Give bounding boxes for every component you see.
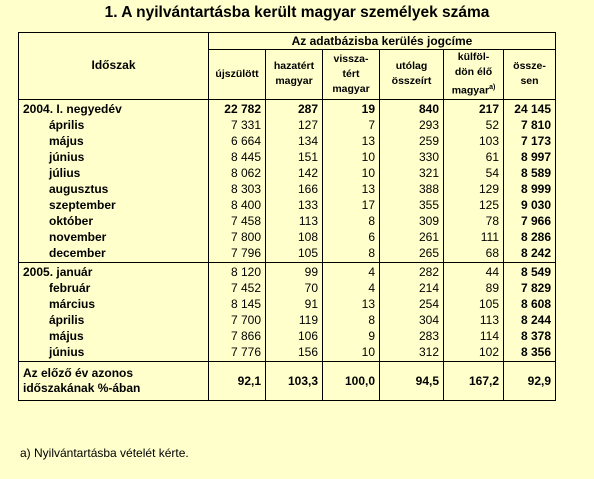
value-cell: 217 — [444, 99, 504, 118]
value-cell: 91 — [266, 297, 323, 313]
row-period: augusztus — [49, 182, 109, 196]
value-cell: 8 400 — [209, 198, 266, 214]
value-cell: 134 — [266, 134, 323, 150]
row-label — [19, 150, 209, 166]
column-header-line: magyar — [275, 75, 313, 88]
value-cell: 166 — [266, 182, 323, 198]
row-label — [19, 246, 209, 263]
column-header-line: hazatért — [273, 60, 315, 73]
row-year: 2005. — [23, 265, 54, 279]
page-title: 1. A nyilvántartásba került magyar személyek száma — [104, 4, 490, 21]
value-cell: 99 — [266, 262, 323, 281]
value-cell: 7 796 — [209, 246, 266, 263]
column-header — [380, 50, 444, 100]
total-cell: 8 608 — [504, 297, 556, 313]
row-label — [19, 182, 209, 198]
row-label-line: Az előző év azonos — [23, 365, 134, 380]
value-cell: 52 — [444, 118, 504, 134]
total-cell: 8 286 — [504, 230, 556, 246]
total-cell: 24 145 — [504, 99, 556, 118]
table-row — [19, 150, 556, 166]
value-cell: 304 — [380, 313, 444, 329]
statistics-table — [18, 32, 556, 401]
value-cell: 8 445 — [209, 150, 266, 166]
table-row — [19, 345, 556, 362]
value-cell: 105 — [444, 297, 504, 313]
row-period: június — [49, 345, 85, 359]
row-period: október — [49, 214, 94, 228]
value-cell: 13 — [323, 182, 380, 198]
table-row — [19, 198, 556, 214]
table-row — [19, 166, 556, 182]
footnote: a) Nyilvántartásba vételét kérte. — [20, 446, 189, 460]
value-cell: 151 — [266, 150, 323, 166]
value-cell: 133 — [266, 198, 323, 214]
value-cell: 19 — [323, 99, 380, 118]
total-cell: 7 810 — [504, 118, 556, 134]
value-cell: 330 — [380, 150, 444, 166]
column-header — [444, 50, 504, 100]
table-body — [19, 99, 556, 400]
row-label — [19, 214, 209, 230]
value-cell: 142 — [266, 166, 323, 182]
row-label — [19, 313, 209, 329]
total-cell: 8 242 — [504, 246, 556, 263]
value-cell: 129 — [444, 182, 504, 198]
period-header: Időszak — [19, 33, 209, 100]
row-label — [19, 329, 209, 345]
table-row — [19, 281, 556, 297]
value-cell: 167,2 — [444, 361, 504, 400]
value-cell: 4 — [323, 262, 380, 281]
value-cell: 17 — [323, 198, 380, 214]
row-period: december — [49, 246, 106, 260]
table-row — [19, 134, 556, 150]
column-header — [323, 50, 380, 100]
table-row — [19, 297, 556, 313]
value-cell: 54 — [444, 166, 504, 182]
value-cell: 8 — [323, 313, 380, 329]
row-label — [19, 230, 209, 246]
value-cell: 111 — [444, 230, 504, 246]
row-label — [19, 118, 209, 134]
total-cell: 8 999 — [504, 182, 556, 198]
row-year: 2004. — [23, 102, 54, 116]
column-header-line: külföl- — [457, 51, 490, 63]
value-cell: 254 — [380, 297, 444, 313]
value-cell: 89 — [444, 281, 504, 297]
footnote-marker: a) — [489, 84, 496, 91]
value-cell: 105 — [266, 246, 323, 263]
total-cell: 7 829 — [504, 281, 556, 297]
value-cell: 13 — [323, 297, 380, 313]
row-period: november — [49, 230, 107, 244]
value-cell: 8 145 — [209, 297, 266, 313]
value-cell: 8 303 — [209, 182, 266, 198]
value-cell: 265 — [380, 246, 444, 263]
row-period: május — [49, 134, 84, 148]
row-period: május — [49, 329, 84, 343]
table-row — [19, 246, 556, 263]
total-cell: 9 030 — [504, 198, 556, 214]
value-cell: 127 — [266, 118, 323, 134]
row-label — [19, 361, 209, 400]
total-cell: 7 966 — [504, 214, 556, 230]
value-cell: 7 800 — [209, 230, 266, 246]
value-cell: 4 — [323, 281, 380, 297]
value-cell: 102 — [444, 345, 504, 362]
value-cell: 68 — [444, 246, 504, 263]
table-row — [19, 99, 556, 118]
value-cell: 6 — [323, 230, 380, 246]
total-cell: 92,9 — [504, 361, 556, 400]
row-label — [19, 166, 209, 182]
column-header-line: magyar — [332, 82, 370, 95]
column-header-line: össze- — [513, 60, 546, 73]
total-cell: 8 549 — [504, 262, 556, 281]
value-cell: 7 452 — [209, 281, 266, 297]
column-header — [266, 50, 323, 100]
value-cell: 125 — [444, 198, 504, 214]
table-row — [19, 262, 556, 281]
column-header-line: dön élő — [454, 66, 493, 78]
value-cell: 7 776 — [209, 345, 266, 362]
column-header-line: újszülött — [215, 67, 259, 80]
row-label — [19, 262, 209, 281]
row-label — [19, 134, 209, 150]
value-cell: 106 — [266, 329, 323, 345]
value-cell: 13 — [323, 134, 380, 150]
value-cell: 9 — [323, 329, 380, 345]
row-period: március — [49, 297, 96, 311]
value-cell: 282 — [380, 262, 444, 281]
value-cell: 309 — [380, 214, 444, 230]
column-header — [504, 50, 556, 100]
value-cell: 100,0 — [323, 361, 380, 400]
column-header-line: magyar — [451, 84, 490, 97]
row-period: I. negyedév — [56, 102, 122, 116]
table-row — [19, 230, 556, 246]
value-cell: 113 — [444, 313, 504, 329]
group-header: Az adatbázisba kerülés jogcíme — [209, 33, 556, 50]
value-cell: 156 — [266, 345, 323, 362]
row-period: június — [49, 150, 85, 164]
value-cell: 287 — [266, 99, 323, 118]
column-header — [209, 50, 266, 100]
value-cell: 114 — [444, 329, 504, 345]
row-period: július — [49, 166, 81, 180]
value-cell: 840 — [380, 99, 444, 118]
value-cell: 6 664 — [209, 134, 266, 150]
total-cell: 8 244 — [504, 313, 556, 329]
table-row — [19, 182, 556, 198]
row-label — [19, 99, 209, 118]
value-cell: 388 — [380, 182, 444, 198]
value-cell: 108 — [266, 230, 323, 246]
row-label — [19, 198, 209, 214]
row-period: szeptember — [49, 198, 116, 212]
value-cell: 8 — [323, 214, 380, 230]
value-cell: 283 — [380, 329, 444, 345]
value-cell: 7 458 — [209, 214, 266, 230]
value-cell: 7 — [323, 118, 380, 134]
value-cell: 22 782 — [209, 99, 266, 118]
value-cell: 78 — [444, 214, 504, 230]
column-header-line: tért — [342, 67, 360, 80]
column-header-line: vissza- — [333, 52, 369, 65]
total-cell: 8 356 — [504, 345, 556, 362]
column-header-line: sen — [520, 75, 539, 88]
row-period: április — [49, 118, 85, 132]
value-cell: 8 120 — [209, 262, 266, 281]
value-cell: 92,1 — [209, 361, 266, 400]
value-cell: 214 — [380, 281, 444, 297]
row-label — [19, 281, 209, 297]
value-cell: 10 — [323, 150, 380, 166]
value-cell: 94,5 — [380, 361, 444, 400]
value-cell: 7 331 — [209, 118, 266, 134]
value-cell: 103,3 — [266, 361, 323, 400]
row-period: április — [49, 313, 85, 327]
value-cell: 7 700 — [209, 313, 266, 329]
table-row — [19, 214, 556, 230]
value-cell: 321 — [380, 166, 444, 182]
row-label — [19, 297, 209, 313]
column-header-line: összeírt — [391, 75, 432, 88]
value-cell: 44 — [444, 262, 504, 281]
table-row — [19, 329, 556, 345]
value-cell: 8 062 — [209, 166, 266, 182]
row-period: január — [56, 265, 93, 279]
value-cell: 61 — [444, 150, 504, 166]
table-row — [19, 361, 556, 400]
value-cell: 312 — [380, 345, 444, 362]
value-cell: 8 — [323, 246, 380, 263]
value-cell: 261 — [380, 230, 444, 246]
column-header-line: utólag — [395, 60, 428, 73]
value-cell: 259 — [380, 134, 444, 150]
value-cell: 355 — [380, 198, 444, 214]
row-period: február — [49, 281, 91, 295]
value-cell: 10 — [323, 166, 380, 182]
value-cell: 119 — [266, 313, 323, 329]
table-row — [19, 313, 556, 329]
value-cell: 113 — [266, 214, 323, 230]
value-cell: 70 — [266, 281, 323, 297]
total-cell: 8 378 — [504, 329, 556, 345]
value-cell: 293 — [380, 118, 444, 134]
total-cell: 8 589 — [504, 166, 556, 182]
table-row — [19, 118, 556, 134]
total-cell: 7 173 — [504, 134, 556, 150]
row-label — [19, 345, 209, 362]
value-cell: 103 — [444, 134, 504, 150]
row-label-line: időszakának %-ában — [23, 380, 141, 395]
value-cell: 10 — [323, 345, 380, 362]
total-cell: 8 997 — [504, 150, 556, 166]
value-cell: 7 866 — [209, 329, 266, 345]
